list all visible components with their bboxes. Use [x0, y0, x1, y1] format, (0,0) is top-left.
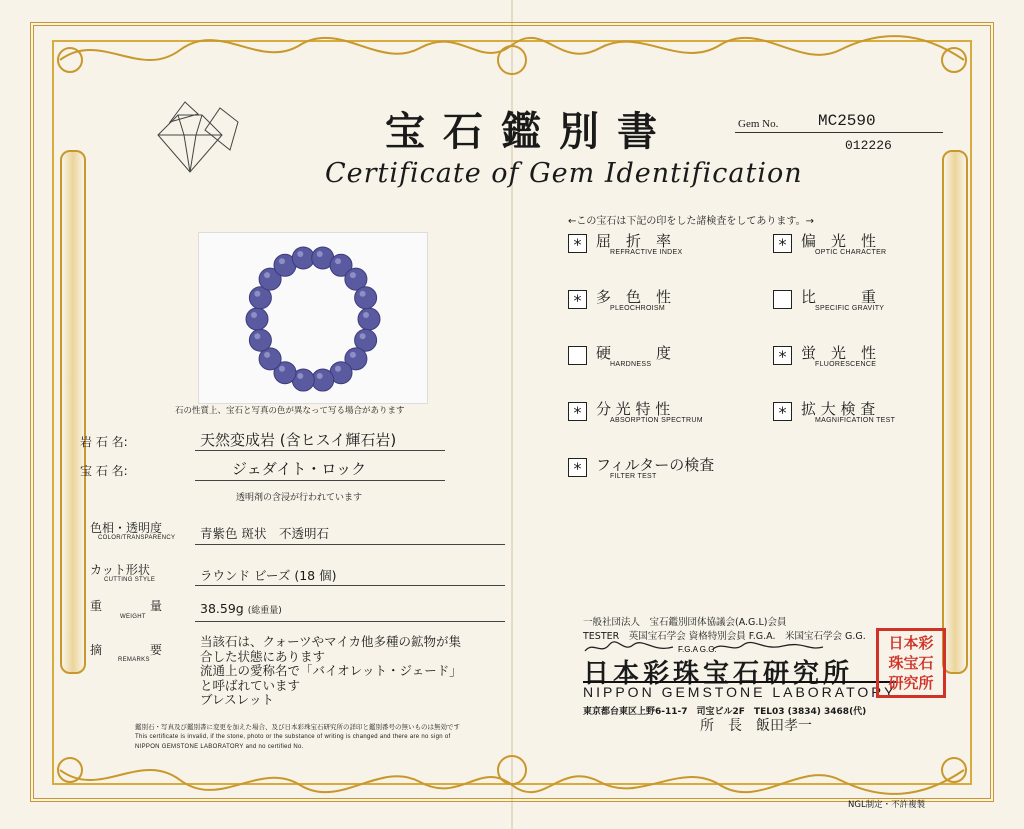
remarks-line: 流通上の愛称名で「バイオレット・ジェード」 — [200, 663, 462, 678]
rock-name-label: 岩 石 名: — [80, 435, 128, 449]
bead-highlight — [335, 258, 341, 264]
title-english: Certificate of Gem Identification — [325, 158, 803, 189]
test-name-en: ABSORPTION SPECTRUM — [610, 417, 703, 424]
rule — [195, 480, 445, 481]
gem-no-label: Gem No. — [738, 118, 779, 130]
rule — [195, 450, 445, 451]
rock-name-value: 天然変成岩 (含ヒスイ輝石岩) — [200, 431, 397, 449]
bead-highlight — [279, 366, 285, 372]
bead-highlight — [251, 312, 257, 318]
test-checkbox — [773, 290, 792, 309]
photo-note: 石の性質上、宝石と写真の色が異なって写る場合があります — [175, 406, 405, 416]
test-name-en: MAGNIFICATION TEST — [815, 417, 896, 424]
test-checkbox: * — [568, 402, 587, 421]
bracelet-image — [199, 233, 427, 403]
cut-sublabel: CUTTING STYLE — [104, 577, 156, 583]
bead-highlight — [254, 333, 260, 339]
bead — [358, 308, 380, 330]
test-name-jp: 蛍 光 性 — [801, 344, 877, 362]
test-name-jp: 拡 大 検 査 — [801, 400, 876, 418]
rule — [195, 585, 505, 586]
footer-note: NGL制定・不許複製 — [848, 800, 926, 810]
bead-highlight — [350, 352, 356, 358]
test-checkbox: * — [568, 290, 587, 309]
lab-address: 東京都台東区上野6-11-7 司宝ビル2F TEL03 (3834) 3468(代) — [583, 707, 867, 717]
gem-no-value: MC2590 — [818, 112, 876, 130]
bead-highlight — [297, 373, 303, 379]
bead — [292, 247, 314, 269]
association-text: 一般社団法人 宝石鑑別団体協議会(A.G.L)会員 — [583, 617, 787, 628]
test-name-en: FLUORESCENCE — [815, 361, 877, 368]
red-seal-stamp: 日本彩 珠宝石 研究所 — [876, 628, 946, 698]
remarks-line: ブレスレット — [200, 692, 275, 707]
disclaimer-jp: 鑑別石・写真及び鑑別書に変更を加えた場合、及び日本彩珠宝石研究所の詳印と鑑別番号の無いものは無効です — [135, 723, 460, 731]
test-name-en: OPTIC CHARACTER — [815, 249, 887, 256]
remarks-line: 当該石は、クォーツやマイカ他多種の鉱物が集 — [200, 634, 462, 649]
gem-no-underline — [735, 132, 943, 133]
title-japanese: 宝石鑑別書 — [385, 108, 675, 155]
test-name-en: REFRACTIVE INDEX — [610, 249, 683, 256]
bead-highlight — [360, 291, 366, 297]
test-checkbox — [568, 346, 587, 365]
test-name-en: FILTER TEST — [610, 473, 657, 480]
test-name-en: HARDNESS — [610, 361, 652, 368]
disclaimer-en-1: This certificate is invalid, if the stone, photo or the substance of writing is changed and there are no sign of — [135, 734, 451, 740]
treatment-note: 透明剤の含浸が行われています — [236, 493, 363, 503]
bead — [246, 308, 268, 330]
rule — [195, 544, 505, 545]
tester-text: TESTER 英国宝石学会 資格特別会員 F.G.A. 米国宝石学会 G.G. — [583, 631, 866, 642]
director-name: 所 長 飯田孝一 — [700, 718, 812, 734]
bead — [312, 369, 334, 391]
test-name-jp: 偏 光 性 — [801, 232, 877, 250]
test-checkbox: * — [568, 458, 587, 477]
test-checkbox: * — [568, 234, 587, 253]
gem-photo — [198, 232, 428, 404]
bead-highlight — [350, 272, 356, 278]
test-checkbox: * — [773, 402, 792, 421]
test-name-jp: 多 色 性 — [596, 288, 672, 306]
test-name-jp: 硬 度 — [596, 344, 672, 362]
remarks-line: 合した状態にあります — [200, 648, 326, 664]
bead-highlight — [335, 366, 341, 372]
lab-name-en: NIPPON GEMSTONE LABORATORY — [583, 681, 896, 700]
remarks-line: と呼ばれています — [200, 677, 301, 693]
tests-intro: ←この宝石は下記の印をした諸検査をしてあります。→ — [568, 216, 814, 227]
bead-highlight — [317, 251, 323, 257]
cut-value: ラウンド ビーズ (18 個) — [200, 568, 337, 583]
test-checkbox: * — [773, 234, 792, 253]
cut-label: カット形状 — [90, 563, 150, 577]
test-name-jp: 分 光 特 性 — [596, 400, 671, 418]
test-name-jp: フィルターの検査 — [596, 456, 715, 474]
bead-highlight — [264, 352, 270, 358]
remarks-sublabel: REMARKS — [118, 657, 150, 663]
remarks-text — [200, 635, 462, 708]
signature-credentials: F.G.A G.G. — [678, 645, 717, 654]
rule — [195, 621, 505, 622]
bead-highlight — [363, 312, 369, 318]
weight-label: 重 量 — [90, 599, 163, 613]
color-sublabel: COLOR/TRANSPARENCY — [98, 535, 176, 541]
test-name-en: PLEOCHROISM — [610, 305, 666, 312]
bead-highlight — [360, 333, 366, 339]
serial-number: 012226 — [845, 138, 892, 153]
color-label: 色相・透明度 — [90, 521, 163, 535]
bead — [355, 287, 377, 309]
test-name-en: SPECIFIC GRAVITY — [815, 305, 885, 312]
bead-highlight — [279, 258, 285, 264]
test-name-jp: 屈 折 率 — [596, 232, 672, 250]
remarks-label: 摘 要 — [90, 643, 163, 657]
gem-name-value: ジェダイト・ロック — [232, 460, 367, 478]
lab-name-jp: 日本彩珠宝石研究所 — [583, 659, 854, 689]
bead-highlight — [317, 373, 323, 379]
test-checkbox: * — [773, 346, 792, 365]
color-value: 青紫色 斑状 不透明石 — [200, 526, 329, 541]
bead-highlight — [254, 291, 260, 297]
weight-sublabel: WEIGHT — [120, 614, 146, 620]
disclaimer-en-2: NIPPON GEMSTONE LABORATORY and no certified No. — [135, 744, 304, 750]
weight-value: 38.59g (総重量) — [200, 601, 282, 616]
diamond-icon — [150, 100, 245, 180]
bead-highlight — [297, 251, 303, 257]
gem-name-label: 宝 石 名: — [80, 464, 128, 478]
bead-highlight — [264, 272, 270, 278]
test-name-jp: 比 重 — [801, 288, 877, 306]
bead — [249, 329, 271, 351]
